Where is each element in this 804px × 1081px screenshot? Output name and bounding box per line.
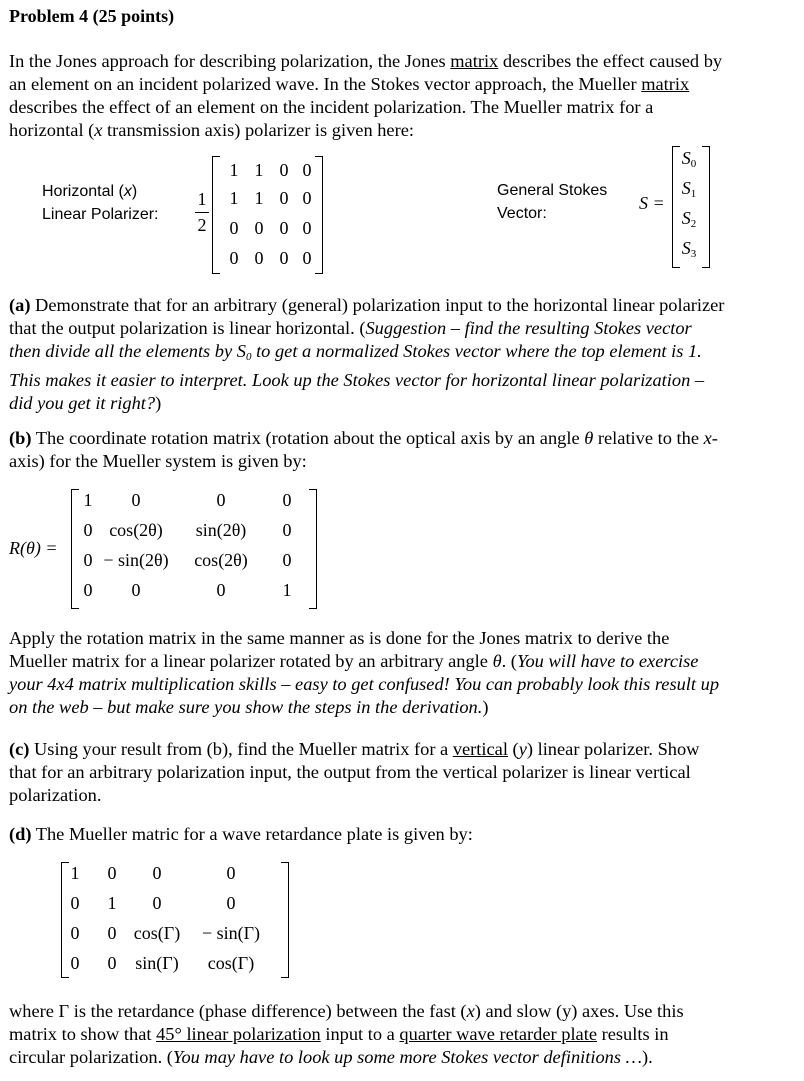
- retarder-matrix-cell: sin(Γ): [135, 953, 179, 973]
- polarizer-matrix-cell: 0: [279, 218, 289, 238]
- polarizer-matrix-cell: 0: [279, 160, 289, 180]
- stokes-label: General Stokes Vector:: [497, 182, 608, 222]
- part-c: (c) Using your result from (b), find the Mueller matrix for a vertical (y) linear polarizer. Show that for an arbitrary polarization input, the output from the vertical polarizer is linear vertical polarization.: [9, 739, 700, 805]
- polarizer-matrix-cell: 0: [302, 188, 312, 208]
- rotation-matrix-cell: 1: [282, 580, 292, 600]
- retarder-matrix-cell: cos(Γ): [207, 953, 255, 973]
- polarizer-matrix-cell: 1: [254, 160, 264, 180]
- retarder-matrix-cell: 0: [107, 923, 117, 943]
- stokes-symbol: S =: [639, 193, 665, 213]
- polarizer-matrix-cell: 1: [229, 160, 239, 180]
- rotation-matrix-cell: sin(2θ): [195, 520, 247, 540]
- rotation-matrix-cell: 0: [282, 490, 292, 510]
- stokes-vector: [672, 144, 712, 268]
- polarizer-matrix-cell: 1: [229, 188, 239, 208]
- polarizer-matrix-cell: 0: [254, 248, 264, 268]
- rotation-matrix-cell: cos(2θ): [194, 550, 248, 570]
- rotation-matrix-cell: 1: [83, 490, 93, 510]
- rotation-matrix-cell: − sin(2θ): [103, 550, 169, 570]
- rotation-matrix-cell: 0: [131, 490, 141, 510]
- polarizer-matrix-cell: 0: [302, 248, 312, 268]
- part-d: (d) The Mueller matric for a wave retardance plate is given by:: [9, 824, 473, 844]
- retarder-matrix-cell: 0: [70, 953, 80, 973]
- retarder-matrix-cell: cos(Γ): [133, 923, 181, 943]
- retarder-matrix-cell: 0: [107, 953, 117, 973]
- rotation-matrix-cell: 0: [83, 520, 93, 540]
- stokes-entry: $S_2$: [681, 208, 697, 230]
- retarder-matrix-cell: 0: [107, 863, 117, 883]
- polarizer-matrix-cell: 0: [254, 218, 264, 238]
- polarizer-matrix-cell: 0: [229, 248, 239, 268]
- problem-title: Problem 4 (25 points): [9, 6, 175, 26]
- polarizer-fraction: 1 2: [195, 189, 209, 210]
- retarder-matrix-cell: 0: [152, 863, 162, 883]
- stokes-entry: $S_3$: [681, 238, 697, 260]
- rotation-lhs: R(θ) =: [9, 538, 58, 558]
- part-b-instructions: Apply the rotation matrix in the same manner as is done for the Jones matrix to derive the Mueller matrix for a linear polarizer rotated by an arbitrary angle θ. (You will have to exercise your 4x4 matrix multiplication skills – easy to get confused! You can probably look this result up on the web – but make sure you show the steps in the derivation.): [9, 628, 720, 717]
- polarizer-matrix-cell: 0: [279, 248, 289, 268]
- part-a: (a) Demonstrate that for an arbitrary (general) polarization input to the horizontal linear polarizer that the output polarization is linear horizontal. (Suggestion – find the resulting Stokes vector then divide all the elements by $S_0$ to get a normalized Stokes vector where the top element is 1. This makes it easier to interpret. Look up the Stokes vector for horizontal linear polarization – did you get it right?): [9, 295, 725, 413]
- polarizer-matrix: [212, 152, 332, 276]
- retarder-matrix-cell: 1: [107, 893, 117, 913]
- rotation-matrix-cell: 0: [216, 490, 226, 510]
- rotation-matrix-cell: cos(2θ): [109, 520, 163, 540]
- polarizer-matrix-cell: 0: [302, 160, 312, 180]
- rotation-matrix: [71, 487, 321, 609]
- intro-paragraph: In the Jones approach for describing polarization, the Jones matrix describes the effect caused by an element on an incident polarized wave. In the Stokes vector approach, the Mueller matrix describes the effect of an element on the incident polarization. The Mueller matrix for a horizontal (x transmission axis) polarizer is given here:: [9, 51, 723, 140]
- rotation-matrix-cell: 0: [83, 550, 93, 570]
- rotation-matrix-cell: 0: [282, 550, 292, 570]
- rotation-matrix-cell: 0: [282, 520, 292, 540]
- rotation-matrix-cell: 0: [83, 580, 93, 600]
- stokes-entry: $S_0$: [681, 148, 697, 170]
- polarizer-matrix-cell: 0: [302, 218, 312, 238]
- retarder-matrix-cell: 0: [70, 923, 80, 943]
- part-b: (b) The coordinate rotation matrix (rotation about the optical axis by an angle θ relative to the x- axis) for the Mueller system is given by:: [9, 428, 718, 471]
- rotation-matrix-cell: 0: [216, 580, 226, 600]
- polarizer-matrix-cell: 0: [229, 218, 239, 238]
- retarder-matrix-cell: 0: [70, 893, 80, 913]
- polarizer-label: Horizontal (x) Linear Polarizer:: [42, 183, 159, 223]
- retarder-matrix-cell: − sin(Γ): [201, 923, 261, 943]
- polarizer-matrix-cell: 1: [254, 188, 264, 208]
- retarder-matrix: [61, 860, 293, 980]
- retarder-matrix-cell: 0: [226, 863, 236, 883]
- stokes-entry: $S_1$: [681, 178, 697, 200]
- retarder-matrix-cell: 0: [152, 893, 162, 913]
- retarder-matrix-cell: 1: [70, 863, 80, 883]
- part-d-instructions: where Γ is the retardance (phase difference) between the fast (x) and slow (y) axes. Use this matrix to show that 45° linear polarization input to a quarter wave retarder plate results in circular polarization. (You may have to look up some more Stokes vector definitions …).: [9, 1001, 684, 1067]
- rotation-matrix-cell: 0: [131, 580, 141, 600]
- retarder-matrix-cell: 0: [226, 893, 236, 913]
- polarizer-matrix-cell: 0: [279, 188, 289, 208]
